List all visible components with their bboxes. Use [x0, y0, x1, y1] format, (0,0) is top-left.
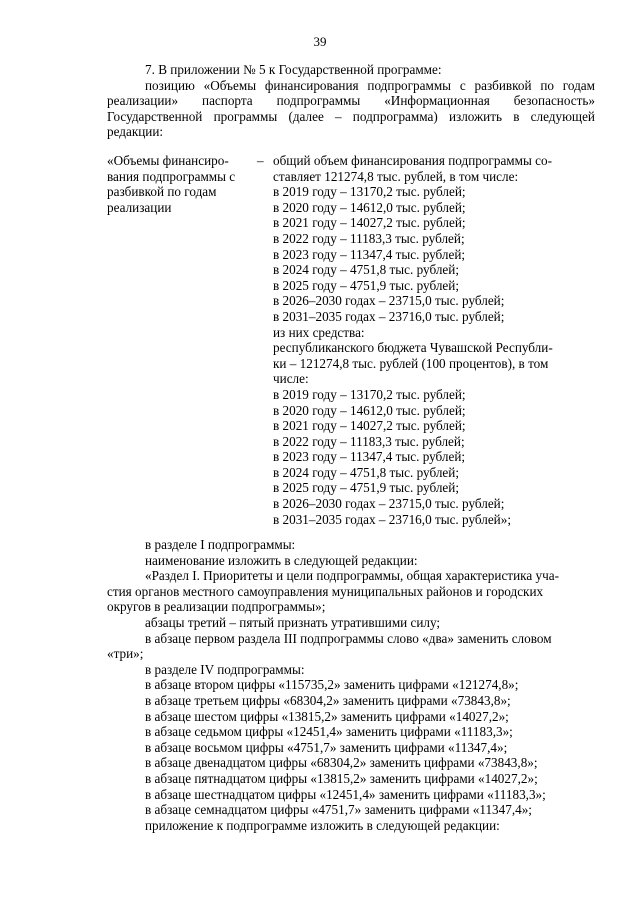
- intro-heading: 7. В приложении № 5 к Государственной программе:: [145, 62, 442, 77]
- right-line: в 2023 году – 11347,4 тыс. рублей;: [273, 449, 466, 465]
- right-line: в 2026–2030 годах – 23715,0 тыс. рублей;: [273, 496, 505, 512]
- list-item: в абзаце семнадцатом цифры «4751,7» заменить цифрами «11347,4»;: [145, 802, 532, 818]
- list-item: в абзаце шестнадцатом цифры «12451,4» заменить цифрами «11183,3»;: [145, 786, 546, 802]
- right-line: в 2020 году – 14612,0 тыс. рублей;: [273, 402, 466, 418]
- right-line: числе:: [273, 371, 309, 387]
- section1-header: в разделе I подпрограммы:: [145, 537, 296, 552]
- list-item: в абзаце втором цифры «115735,2» заменить цифрами «121274,8»;: [145, 677, 519, 693]
- right-line: из них средства:: [273, 324, 365, 340]
- right-line: в 2025 году – 4751,9 тыс. рублей;: [273, 480, 459, 496]
- right-line: в 2021 году – 14027,2 тыс. рублей;: [273, 418, 466, 434]
- right-line: в 2031–2035 годах – 23716,0 тыс. рублей;: [273, 308, 505, 324]
- list-item: в абзаце двенадцатом цифры «68304,2» заменить цифрами «73843,8»;: [145, 755, 538, 771]
- right-line: ставляет 121274,8 тыс. рублей, в том числе:: [273, 168, 519, 184]
- left-line: вания подпрограммы с: [107, 168, 236, 184]
- right-line: в 2022 году – 11183,3 тыс. рублей;: [273, 230, 465, 246]
- paragraph: приложение к подпрограмме изложить в следующей редакции:: [145, 817, 500, 833]
- paragraph: наименование изложить в следующей редакции:: [145, 552, 418, 568]
- right-line: в 2025 году – 4751,9 тыс. рублей;: [273, 277, 459, 293]
- right-line: общий объем финансирования подпрограммы со-: [273, 153, 552, 168]
- list-item: в абзаце третьем цифры «68304,2» заменить цифрами «73843,8»;: [145, 692, 511, 708]
- right-line: республиканского бюджета Чувашской Республи-: [273, 340, 553, 356]
- paragraph: стия органов местного самоуправления муниципальных районов и городских: [107, 583, 544, 599]
- right-line: в 2022 году – 11183,3 тыс. рублей;: [273, 433, 465, 449]
- paragraph: округов в реализации подпрограммы»;: [107, 599, 326, 615]
- left-line: разбивкой по годам: [107, 184, 217, 200]
- right-line: в 2019 году – 13170,2 тыс. рублей;: [273, 184, 466, 200]
- list-item: в абзаце шестом цифры «13815,2» заменить цифрами «14027,2»;: [145, 708, 509, 724]
- paragraph: в абзаце первом раздела III подпрограммы слово «два» заменить словом: [145, 630, 552, 646]
- section4-header: в разделе IV подпрограммы:: [145, 661, 305, 677]
- right-line: в 2021 году – 14027,2 тыс. рублей;: [273, 215, 466, 231]
- list-item: в абзаце восьмом цифры «4751,7» заменить цифрами «11347,4»;: [145, 739, 508, 755]
- page-number: 39: [313, 34, 327, 49]
- right-line: в 2023 году – 11347,4 тыс. рублей;: [273, 246, 466, 262]
- intro-text: позицию «Объемы финансирования подпрограммы с разбивкой по годам реализации» паспорта подпрограммы «Информационная безопасность» Государственной программы (далее – подпрограмма) изложить в следующей редакции:: [107, 77, 595, 140]
- amendments-block: [107, 537, 595, 833]
- left-line: реализации: [107, 199, 172, 215]
- intro-block: [107, 62, 595, 140]
- right-line: в 2020 году – 14612,0 тыс. рублей;: [273, 199, 466, 215]
- paragraph: «Раздел I. Приоритеты и цели подпрограммы, общая характеристика уча-: [145, 568, 559, 584]
- list-item: в абзаце седьмом цифры «12451,4» заменить цифрами «11183,3»;: [145, 724, 513, 740]
- list-item: в абзаце пятнадцатом цифры «13815,2» заменить цифрами «14027,2»;: [145, 770, 538, 786]
- right-line: в 2026–2030 годах – 23715,0 тыс. рублей;: [273, 293, 505, 309]
- paragraph: «три»;: [107, 646, 144, 662]
- table-right-cell: [273, 153, 595, 527]
- right-line: в 2024 году – 4751,8 тыс. рублей;: [273, 464, 459, 480]
- right-line: в 2031–2035 годах – 23716,0 тыс. рублей»;: [273, 511, 511, 527]
- table-dash: –: [257, 153, 264, 168]
- right-line: в 2019 году – 13170,2 тыс. рублей;: [273, 386, 466, 402]
- table-left-cell: [107, 153, 245, 215]
- paragraph: абзацы третий – пятый признать утратившими силу;: [145, 614, 441, 630]
- left-line: «Объемы финансиро-: [107, 153, 229, 168]
- right-line: в 2024 году – 4751,8 тыс. рублей;: [273, 262, 459, 278]
- right-line: ки – 121274,8 тыс. рублей (100 процентов), в том: [273, 355, 549, 371]
